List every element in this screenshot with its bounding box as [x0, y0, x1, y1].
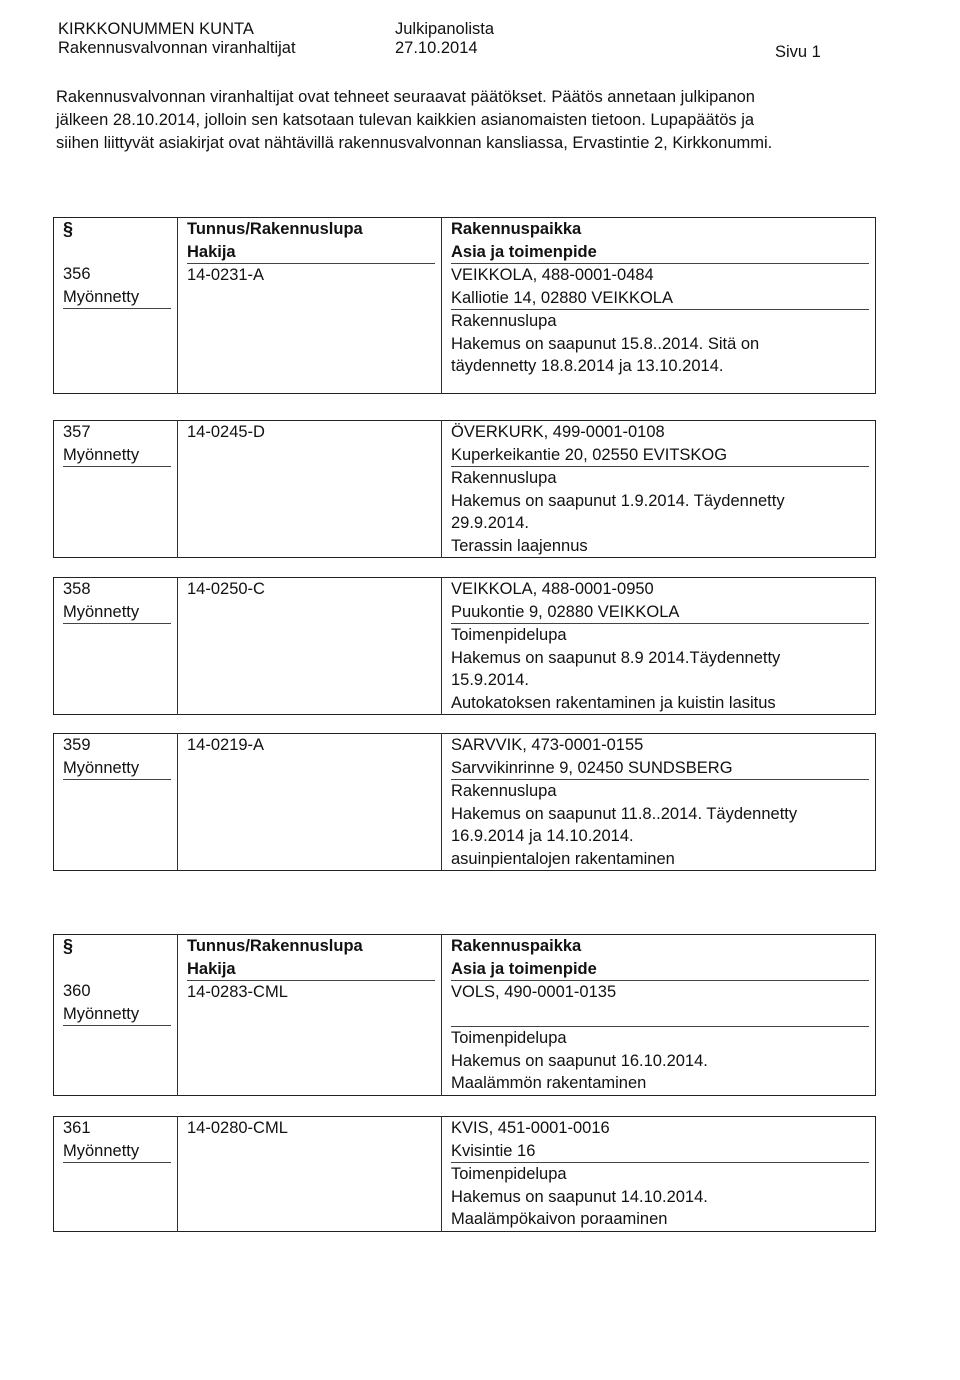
intro-line: siihen liittyvät asiakirjat ovat nähtävillä rakennusvalvonnan kansliassa, Ervastintie 2, Kirkkonummi.: [56, 134, 773, 152]
applicant-header: Hakija: [187, 958, 435, 982]
intro-line: jälkeen 28.10.2014, jolloin sen katsotaan tulevan kaikkien asianomaisten tietoon. Lupapäätös ja: [56, 111, 755, 129]
detail-line: Toimenpidelupa: [451, 1165, 567, 1183]
record-number: 357: [63, 423, 91, 441]
detail-line: 15.9.2014.: [451, 671, 529, 689]
record-status: Myönnetty: [63, 286, 171, 310]
place-header: Rakennuspaikka: [451, 937, 582, 955]
detail-line: Rakennuslupa: [451, 782, 557, 800]
detail-line: Autokatoksen rakentaminen ja kuistin lasitus: [451, 693, 776, 712]
detail-line: Maalämmön rakentaminen: [451, 1074, 647, 1092]
section-symbol: §: [63, 219, 74, 239]
id-col: [178, 218, 442, 394]
record-id: 14-0219-A: [187, 736, 265, 754]
detail-line: 29.9.2014.: [451, 514, 529, 532]
record-number: 359: [63, 736, 91, 754]
record-status: Myönnetty: [63, 601, 171, 625]
record-status: Myönnetty: [63, 1003, 171, 1027]
detail-line: Toimenpidelupa: [451, 1029, 567, 1047]
id-col: [178, 1117, 442, 1232]
detail-line: Sarvvikinrinne 9, 02450 SUNDSBERG: [451, 757, 869, 781]
dept-name: Rakennusvalvonnan viranhaltijat: [58, 39, 296, 57]
place-header: Rakennuspaikka: [451, 220, 582, 238]
record-number: 356: [63, 265, 91, 283]
record-status: Myönnetty: [63, 444, 171, 468]
detail-line: Toimenpidelupa: [451, 626, 567, 644]
record-table-361: [53, 1116, 876, 1232]
record-table-356: [53, 217, 876, 394]
detail-line: Rakennuslupa: [451, 469, 557, 487]
detail-line: [451, 1004, 869, 1028]
applicant-header: Hakija: [187, 241, 435, 265]
record-table-358: [53, 577, 876, 715]
detail-line: KVIS, 451-0001-0016: [451, 1119, 610, 1137]
detail-line: Puukontie 9, 02880 VEIKKOLA: [451, 601, 869, 625]
detail-line: Kuperkeikantie 20, 02550 EVITSKOG: [451, 444, 869, 468]
detail-line: Hakemus on saapunut 1.9.2014. Täydennetty: [451, 491, 785, 510]
record-table-360: [53, 934, 876, 1096]
detail-line: Kalliotie 14, 02880 VEIKKOLA: [451, 287, 869, 311]
id-col: [178, 734, 442, 871]
detail-line: VEIKKOLA, 488-0001-0484: [451, 266, 654, 284]
page-number: Sivu 1: [775, 43, 821, 61]
detail-line: Hakemus on saapunut 15.8..2014. Sitä on: [451, 334, 760, 353]
detail-line: Maalämpökaivon poraaminen: [451, 1210, 668, 1228]
detail-line: Hakemus on saapunut 16.10.2014.: [451, 1051, 708, 1070]
record-status: Myönnetty: [63, 757, 171, 781]
section-col: [54, 421, 178, 558]
list-title: Julkipanolista: [395, 20, 495, 38]
id-col: [178, 578, 442, 715]
intro-paragraph: [56, 86, 886, 155]
page-header-list: [395, 20, 494, 58]
action-header: Asia ja toimenpide: [451, 241, 869, 265]
section-col: [54, 935, 178, 1096]
record-status: Myönnetty: [63, 1140, 171, 1164]
record-table-357: [53, 420, 876, 558]
section-symbol: §: [63, 936, 74, 956]
id-col: [178, 935, 442, 1096]
action-header: Asia ja toimenpide: [451, 958, 869, 982]
record-id: 14-0245-D: [187, 423, 265, 441]
detail-line: ÖVERKURK, 499-0001-0108: [451, 423, 665, 441]
record-number: 361: [63, 1119, 91, 1137]
detail-line: Terassin laajennus: [451, 536, 588, 555]
detail-col: [442, 218, 876, 394]
detail-line: SARVVIK, 473-0001-0155: [451, 736, 644, 754]
detail-col: [442, 935, 876, 1096]
page-header-org: [58, 20, 296, 58]
record-id: 14-0280-CML: [187, 1119, 288, 1137]
detail-line: VOLS, 490-0001-0135: [451, 983, 617, 1001]
id-col: [178, 421, 442, 558]
detail-line: täydennetty 18.8.2014 ja 13.10.2014.: [451, 357, 724, 375]
record-id: 14-0231-A: [187, 266, 265, 284]
intro-line: Rakennusvalvonnan viranhaltijat ovat tehneet seuraavat päätökset. Päätös annetaan julkipanon: [56, 88, 755, 106]
detail-line: 16.9.2014 ja 14.10.2014.: [451, 827, 634, 845]
detail-line: VEIKKOLA, 488-0001-0950: [451, 580, 654, 598]
detail-line: Hakemus on saapunut 14.10.2014.: [451, 1187, 708, 1206]
record-table-359: [53, 733, 876, 871]
detail-col: [442, 1117, 876, 1232]
section-col: [54, 1117, 178, 1232]
detail-col: [442, 734, 876, 871]
detail-col: [442, 421, 876, 558]
detail-col: [442, 578, 876, 715]
record-id: 14-0283-CML: [187, 983, 288, 1001]
detail-line: Kvisintie 16: [451, 1140, 869, 1164]
id-header: Tunnus/Rakennuslupa: [187, 220, 363, 238]
detail-line: Rakennuslupa: [451, 312, 557, 330]
record-number: 360: [63, 982, 91, 1000]
detail-line: Hakemus on saapunut 11.8..2014. Täydennetty: [451, 804, 798, 823]
section-col: [54, 578, 178, 715]
section-col: [54, 218, 178, 394]
detail-line: Hakemus on saapunut 8.9 2014.Täydennetty: [451, 648, 781, 667]
detail-line: asuinpientalojen rakentaminen: [451, 849, 675, 868]
record-id: 14-0250-C: [187, 580, 265, 598]
id-header: Tunnus/Rakennuslupa: [187, 937, 363, 955]
org-name: KIRKKONUMMEN KUNTA: [58, 20, 254, 38]
list-date: 27.10.2014: [395, 39, 478, 57]
record-number: 358: [63, 580, 91, 598]
section-col: [54, 734, 178, 871]
